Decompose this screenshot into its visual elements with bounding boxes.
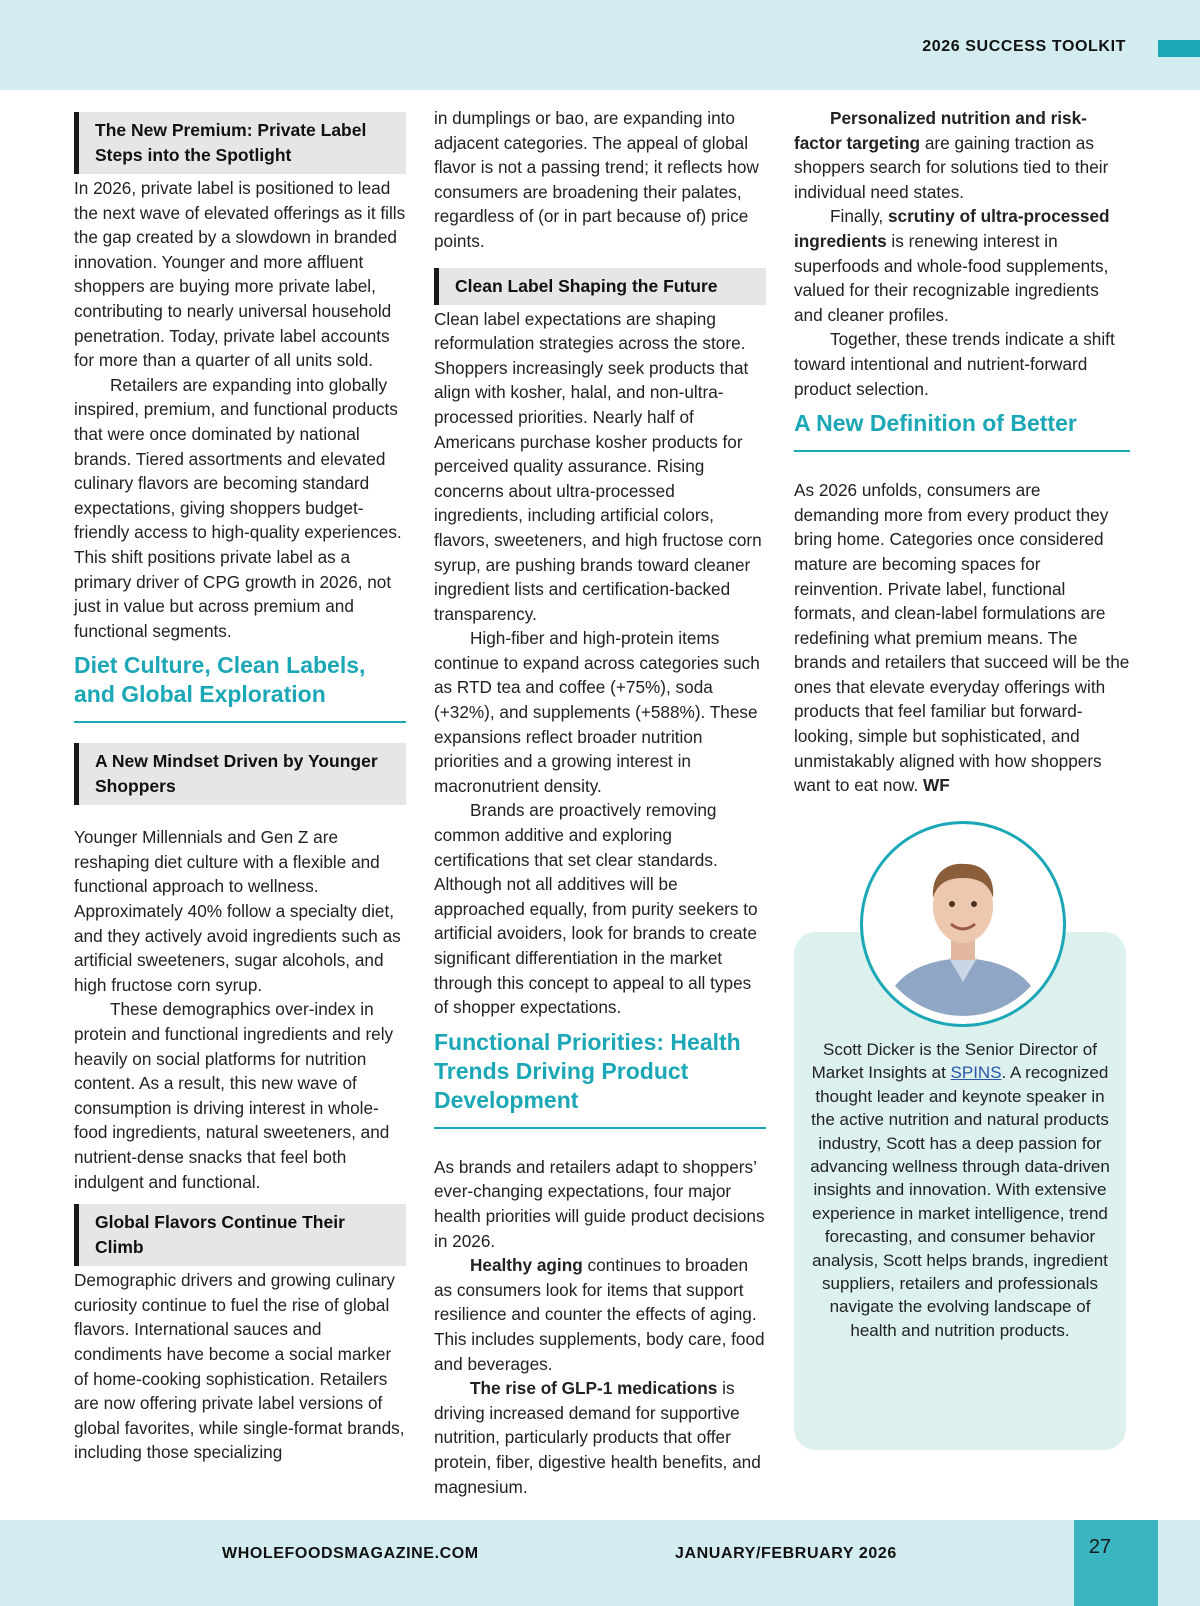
paragraph: As brands and retailers adapt to shoppers’ ever-changing expectations, four major health priorities will guide product decisions in 2026. (434, 1156, 765, 1251)
end-mark: WF (923, 775, 950, 796)
footer-site-url: WHOLEFOODSMAGAZINE.COM (222, 1545, 479, 1562)
paragraph-text: is driving increased demand for supportive nutrition, particularly products that offer protein, fiber, digestive health benefits, and magnesium. (434, 1378, 761, 1497)
subheading-younger-shoppers: A New Mindset Driven by Younger Shoppers (74, 743, 406, 805)
emphasis: scrutiny of ultra-processed ingredients (794, 206, 1110, 251)
person-portrait-icon (871, 832, 1055, 1016)
paragraph-text: continues to broaden as consumers look for items that support resilience and counter the effects of aging. This includes supplements, body care, food and beverages. (434, 1255, 765, 1374)
paragraph (434, 1376, 766, 1499)
paragraph: Brands are proactively removing common additive and exploring certifications that set clear standards. Although not all additives will be approached equally, from purity seekers to artificial avoiders, look for brands to create significant differentiation in the market through this concept to appeal to all types of shopper expectations. (434, 800, 758, 1018)
column-3 (794, 106, 1130, 798)
bio-text: . A recognized thought leader and keynote speaker in the active nutrition and natural products industry, Scott has a deep passion for advancing wellness through data-driven insights and innovation. With extensive experience in market intelligence, trend forecasting, and consumer behavior analysis, Scott helps brands, ingredient suppliers, retailers and professionals navigate the evolving landscape of health and nutrition products. (810, 1063, 1110, 1340)
section-label: 2026 SUCCESS TOOLKIT (922, 38, 1126, 55)
section-title-functional-priorities: Functional Priorities: Health Trends Driving Product Development (434, 1028, 766, 1129)
paragraph-text: are gaining traction as shoppers search for solutions tied to their individual need states. (794, 132, 1109, 202)
column-1 (74, 106, 406, 1465)
paragraph: These demographics over-index in protein and functional ingredients and rely heavily on social platforms for nutrition content. As a result, this new wave of consumption is driving interest in whole-food ingredients, natural sweeteners, and nutrient-dense snacks that feel both indulgent and functional. (74, 999, 394, 1192)
paragraph: Clean label expectations are shaping reformulation strategies across the store. Shoppers increasingly seek products that align with kosher, halal, and non-ultra-processed priorities. Nearly half of Americans purchase kosher products for perceived quality assurance. Rising concerns about ultra-processed ingredients, including artificial colors, flavors, sweeteners, and high fructose corn syrup, are pushing brands toward cleaner ingredient lists and certification-backed transparency. (434, 308, 762, 624)
spins-link[interactable]: SPINS (950, 1063, 1002, 1083)
page-number: 27 (1088, 1536, 1112, 1558)
emphasis: The rise of GLP-1 medications (470, 1378, 718, 1399)
footer-issue-date: JANUARY/FEBRUARY 2026 (675, 1545, 897, 1562)
subheading-private-label: The New Premium: Private Label Steps into the Spotlight (74, 112, 406, 174)
paragraph: in dumplings or bao, are expanding into adjacent categories. The appeal of global flavor is not a passing trend; it reflects how consumers are broadening their palates, regardless of (or in part because of) price points. (434, 108, 759, 251)
section-title-new-definition: A New Definition of Better (794, 409, 1130, 452)
emphasis: Healthy aging (470, 1255, 583, 1276)
paragraph: Demographic drivers and growing culinary curiosity continue to fuel the rise of global flavors. International sauces and condiments have become a social marker of home-cooking sophistication. Retailers are now offering private label versions of global favorites, while single-format brands, including those specializing (74, 1270, 405, 1463)
paragraph: In 2026, private label is positioned to lead the next wave of elevated offerings as it fills the gap created by a slowdown in branded innovation. Younger and more affluent shoppers are buying more private label, contributing to nearly universal household penetration. Today, private label accounts for more than a quarter of all units sold. (74, 178, 406, 371)
paragraph: Together, these trends indicate a shift toward intentional and nutrient-forward product selection. (794, 329, 1115, 399)
subheading-global-flavors: Global Flavors Continue Their Climb (74, 1204, 406, 1266)
header-accent-bar (1158, 40, 1200, 57)
paragraph: Younger Millennials and Gen Z are reshaping diet culture with a flexible and functional approach to wellness. Approximately 40% follow a specialty diet, and they actively avoid ingredients such as artificial sweeteners, sugar alcohols, and high fructose corn syrup. (74, 827, 401, 995)
paragraph (434, 1253, 766, 1376)
author-photo (860, 821, 1066, 1027)
paragraph-text: Finally, (830, 206, 888, 227)
paragraph: High-fiber and high-protein items continue to expand across categories such as RTD tea and coffee (+75%), soda (+32%), and supplements (+588%). These expansions reflect broader nutrition priorities and a growing interest in macronutrient density. (434, 628, 760, 796)
paragraph-text: As 2026 unfolds, consumers are demanding more from every product they bring home. Categories once considered mature are becoming spaces for reinvention. Private label, functional formats, and clean-label formulations are redefining what premium means. The brands and retailers that succeed will be the ones that elevate everyday offerings with products that feel familiar but forward-looking, simple but sophisticated, and unmistakably aligned with how shoppers want to eat now. (794, 480, 1130, 796)
subheading-clean-label: Clean Label Shaping the Future (434, 268, 766, 305)
bio-text: Scott Dicker is the Senior Director of Market Insights at (811, 1040, 1097, 1083)
paragraph (794, 106, 1130, 204)
paragraph (794, 204, 1130, 327)
author-bio-text (808, 1038, 1112, 1342)
paragraph: Retailers are expanding into globally inspired, premium, and functional products that were once dominated by national brands. Tiered assortments and elevated culinary flavors are becoming standard expectations, giving shoppers budget-friendly access to high-quality experiences. This shift positions private label as a primary driver of CPG growth in 2026, not just in value but across premium and functional segments. (74, 374, 402, 641)
column-2 (434, 106, 766, 1499)
footer-band (0, 1520, 1200, 1606)
paragraph (794, 478, 1130, 798)
paragraph-text: is renewing interest in superfoods and whole-food supplements, valued for their recognizable ingredients and cleaner profiles. (794, 230, 1109, 325)
section-title-diet-culture: Diet Culture, Clean Labels, and Global Exploration (74, 651, 406, 723)
emphasis: Personalized nutrition and risk-factor targeting (794, 108, 1087, 153)
page-number-box (1074, 1520, 1158, 1606)
